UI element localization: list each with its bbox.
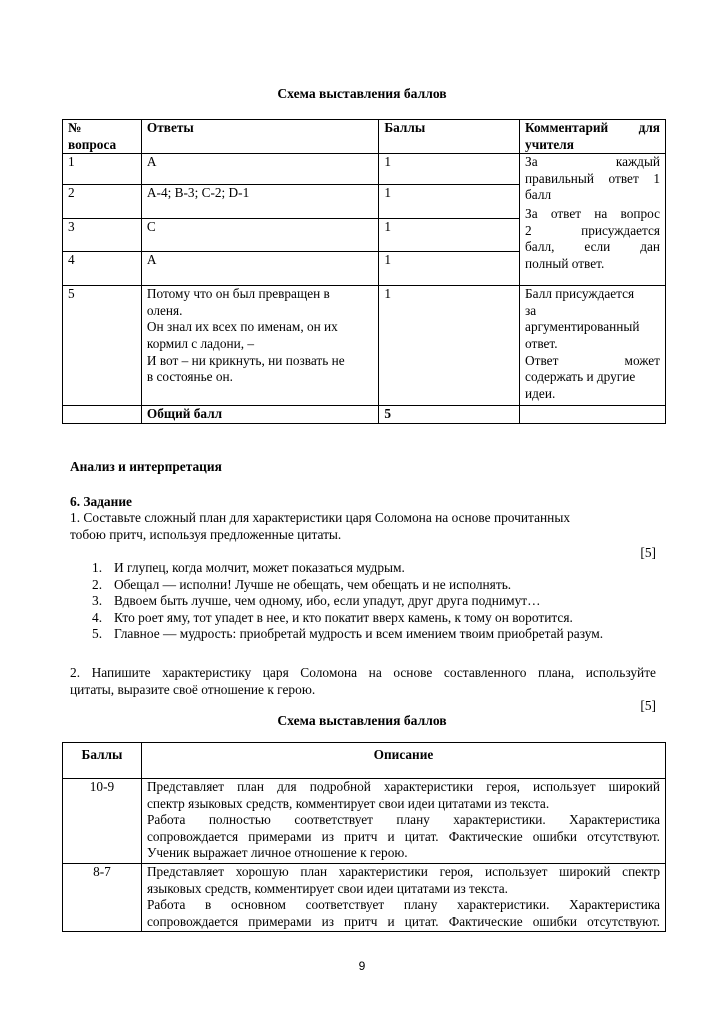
row-answer: Потому что он был превращен в оленя. Он знал их всех по именам, он их кормил с ладони, – И вот – ни крикнуть, ни позвать не в состоянье он. bbox=[141, 286, 378, 406]
table-row bbox=[63, 864, 666, 932]
row-score: 8-7 bbox=[63, 864, 142, 932]
quotes-list bbox=[92, 560, 603, 643]
scoring-scheme-title-2: Схема выставления баллов bbox=[277, 713, 447, 728]
table-row bbox=[63, 154, 666, 185]
table-header-row bbox=[63, 743, 666, 779]
header-question-number: № вопроса bbox=[63, 120, 142, 154]
row-number: 1 bbox=[63, 154, 142, 185]
task1-text-line1: 1. Составьте сложный план для характеристики царя Соломона на основе прочитанных bbox=[70, 510, 571, 525]
row-score: 1 bbox=[379, 252, 520, 286]
answers-table bbox=[62, 119, 666, 424]
task2-points: [5] bbox=[640, 698, 656, 713]
row-number: 3 bbox=[63, 219, 142, 252]
row-number: 4 bbox=[63, 252, 142, 286]
task-heading: 6. Задание bbox=[70, 494, 132, 509]
list-item: 1. И глупец, когда молчит, может показаться мудрым. bbox=[92, 560, 405, 575]
list-item: 3. Вдвоем быть лучше, чем одному, ибо, если упадут, друг друга поднимут… bbox=[92, 593, 541, 609]
header-description: Описание bbox=[141, 743, 665, 779]
table-header-row bbox=[63, 120, 666, 154]
row-answer: A bbox=[141, 252, 378, 286]
page-number: 9 bbox=[358, 959, 366, 973]
total-value: 5 bbox=[379, 406, 520, 424]
row-score: 1 bbox=[379, 286, 520, 406]
row-score: 1 bbox=[379, 219, 520, 252]
task1-points: [5] bbox=[640, 545, 656, 560]
row-answer: A bbox=[141, 154, 378, 185]
row-score: 10-9 bbox=[63, 779, 142, 864]
row-description: Представляет план для подробной характеристики героя, использует широкий спектр языковых средств, комментирует свои идеи цитатами из текста. Работа полностью соответствует плану характеристики. Характеристика сопровождается примерами из притч и цитат. Фактические ошибки отсутствуют. Ученик выражает личное отношение к герою. bbox=[141, 779, 665, 864]
list-item: 5. Главное — мудрость: приобретай мудрость и всем имением твоим приобретай разум. bbox=[92, 626, 604, 642]
total-label: Общий балл bbox=[141, 406, 378, 424]
row-answer: A-4; B-3; C-2; D-1 bbox=[141, 185, 378, 219]
header-answers: Ответы bbox=[141, 120, 378, 154]
row-number: 5 bbox=[63, 286, 142, 406]
scoring-scheme-title: Схема выставления баллов bbox=[277, 86, 447, 101]
task2-text: 2. Напишите характеристику царя Соломона на основе составленного плана, используйте цитаты, выразите своё отношение к герою. bbox=[70, 665, 656, 697]
header-score: Баллы bbox=[63, 743, 142, 779]
row-answer: C bbox=[141, 219, 378, 252]
list-item: 2. Обещал — исполни! Лучше не обещать, чем обещать и не исполнять. bbox=[92, 576, 512, 592]
row-score: 1 bbox=[379, 185, 520, 219]
row-number: 2 bbox=[63, 185, 142, 219]
total-row bbox=[63, 406, 666, 424]
list-item: 4. Кто роет яму, тот упадет в нее, и кто покатит вверх камень, к тому он воротится. bbox=[92, 609, 573, 625]
comment-merged-cell: За каждый правильный ответ 1 балл За ответ на вопрос 2 присуждается балл, если дан полный ответ. bbox=[520, 154, 666, 286]
row-comment: Балл присуждается за аргументированный ответ. Ответ может содержать и другие идеи. bbox=[520, 286, 666, 406]
table-row bbox=[63, 779, 666, 864]
header-score: Баллы bbox=[379, 120, 520, 154]
criteria-table bbox=[62, 742, 666, 932]
row-score: 1 bbox=[379, 154, 520, 185]
table-row bbox=[63, 286, 666, 406]
task1-text-line2: тобою притч, используя предложенные цитаты. bbox=[70, 527, 342, 542]
header-comment: Комментарий для учителя bbox=[520, 120, 666, 154]
section-heading: Анализ и интерпретация bbox=[70, 459, 222, 474]
row-description: Представляет хорошую план характеристики героя, использует широкий спектр языковых средств, комментирует свои идеи цитатами из текста. Работа в основном соответствует плану характеристики. Характеристика сопровождается примерами из притч и цитат. Фактические ошибки отсутствуют. bbox=[141, 864, 665, 932]
